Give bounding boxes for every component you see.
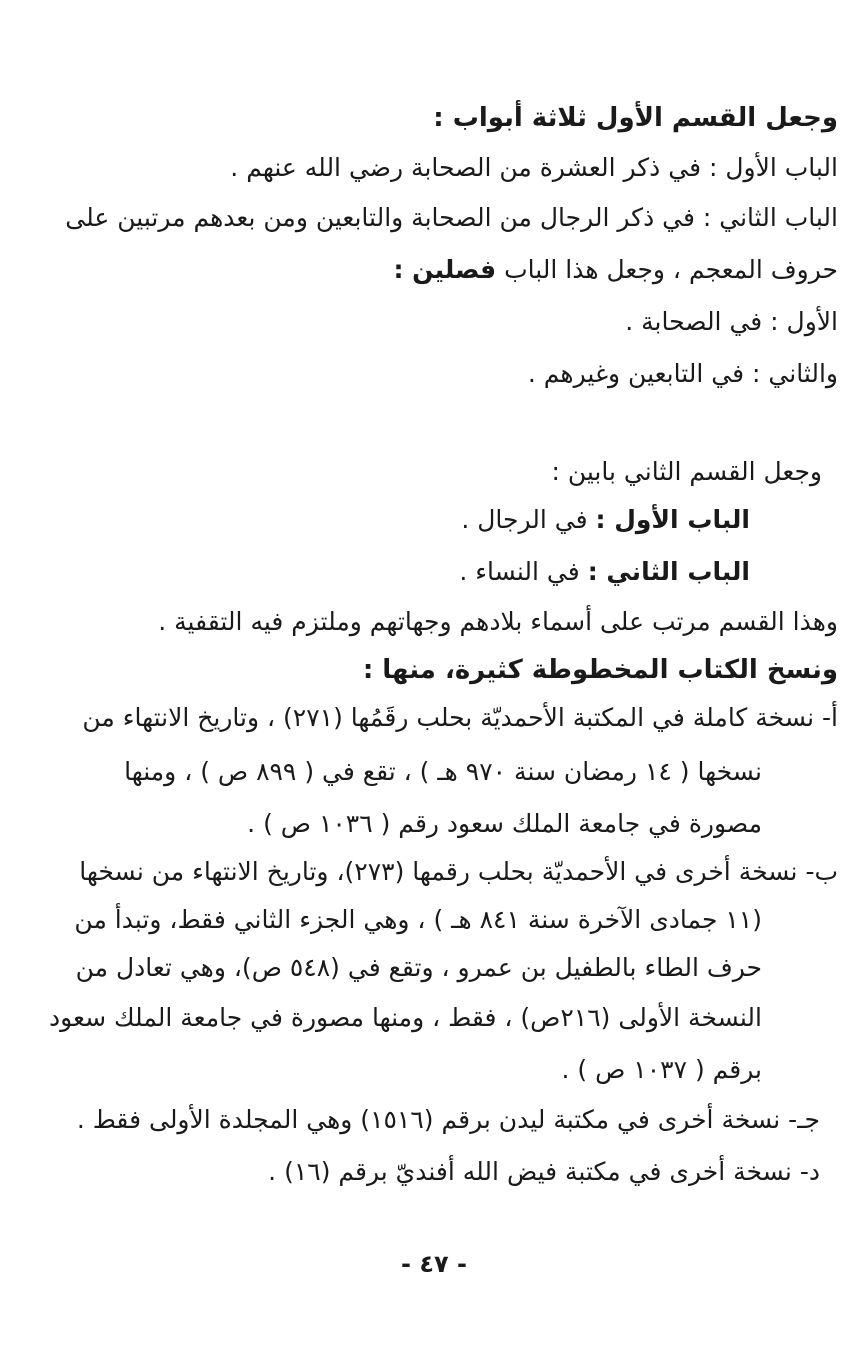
text-line: جـ- نسخة أخرى في مكتبة ليدن برقم (١٥١٦) وهي المجلدة الأولى فقط . <box>76 1105 820 1134</box>
section-one-heading: وجعل القسم الأول ثلاثة أبواب : <box>433 103 838 133</box>
text-line <box>461 500 750 540</box>
text-line <box>459 552 750 592</box>
text-line: النسخة الأولى (٢١٦ص) ، فقط ، ومنها مصورة في جامعة الملك سعود <box>48 1003 762 1032</box>
text-line: (١١ جمادى الآخرة سنة ٨٤١ هـ ) ، وهي الجزء الثاني فقط، وتبدأ من <box>74 905 762 934</box>
bold-term: فصلين : <box>393 255 497 284</box>
text-segment: في الرجال . <box>461 505 588 534</box>
text-line: نسخها ( ١٤ رمضان سنة ٩٧٠ هـ ) ، تقع في ( ٨٩٩ ص ) ، ومنها <box>124 757 762 786</box>
text-line: ب- نسخة أخرى في الأحمديّة بحلب رقمها (٢٧٣)، وتاريخ الانتهاء من نسخها <box>79 857 838 886</box>
page-number: - ٤٧ - <box>401 1250 467 1278</box>
text-segment: حروف المعجم ، وجعل هذا الباب <box>504 255 838 284</box>
text-line: أ- نسخة كاملة في المكتبة الأحمديّة بحلب رقَمُها (٢٧١) ، وتاريخ الانتهاء من <box>82 703 838 732</box>
bold-term: الباب الأول : <box>595 505 750 534</box>
text-line: حرف الطاء بالطفيل بن عمرو ، وتقع في (٥٤٨ ص)، وهي تعادل من <box>75 953 762 982</box>
text-line: الأول : في الصحابة . <box>625 307 838 336</box>
text-line <box>393 250 838 290</box>
text-line: وهذا القسم مرتب على أسماء بلادهم وجهاتهم وملتزم فيه التقفية . <box>158 607 838 636</box>
text-line: الباب الأول : في ذكر العشرة من الصحابة رضي الله عنهم . <box>230 153 838 182</box>
text-line: مصورة في جامعة الملك سعود رقم ( ١٠٣٦ ص ) . <box>247 809 762 838</box>
text-segment: في النساء . <box>459 557 580 586</box>
text-line: د- نسخة أخرى في مكتبة فيض الله أفنديّ برقم (١٦) . <box>268 1157 820 1186</box>
text-line: الباب الثاني : في ذكر الرجال من الصحابة والتابعين ومن بعدهم مرتبين على <box>65 203 838 232</box>
text-line: والثاني : في التابعين وغيرهم . <box>527 359 838 388</box>
text-line: برقم ( ١٠٣٧ ص ) . <box>561 1055 762 1084</box>
bold-term: الباب الثاني : <box>587 557 750 586</box>
manuscripts-heading: ونسخ الكتاب المخطوطة كثيرة، منها : <box>362 655 838 685</box>
text-line: وجعل القسم الثاني بابين : <box>551 457 822 486</box>
